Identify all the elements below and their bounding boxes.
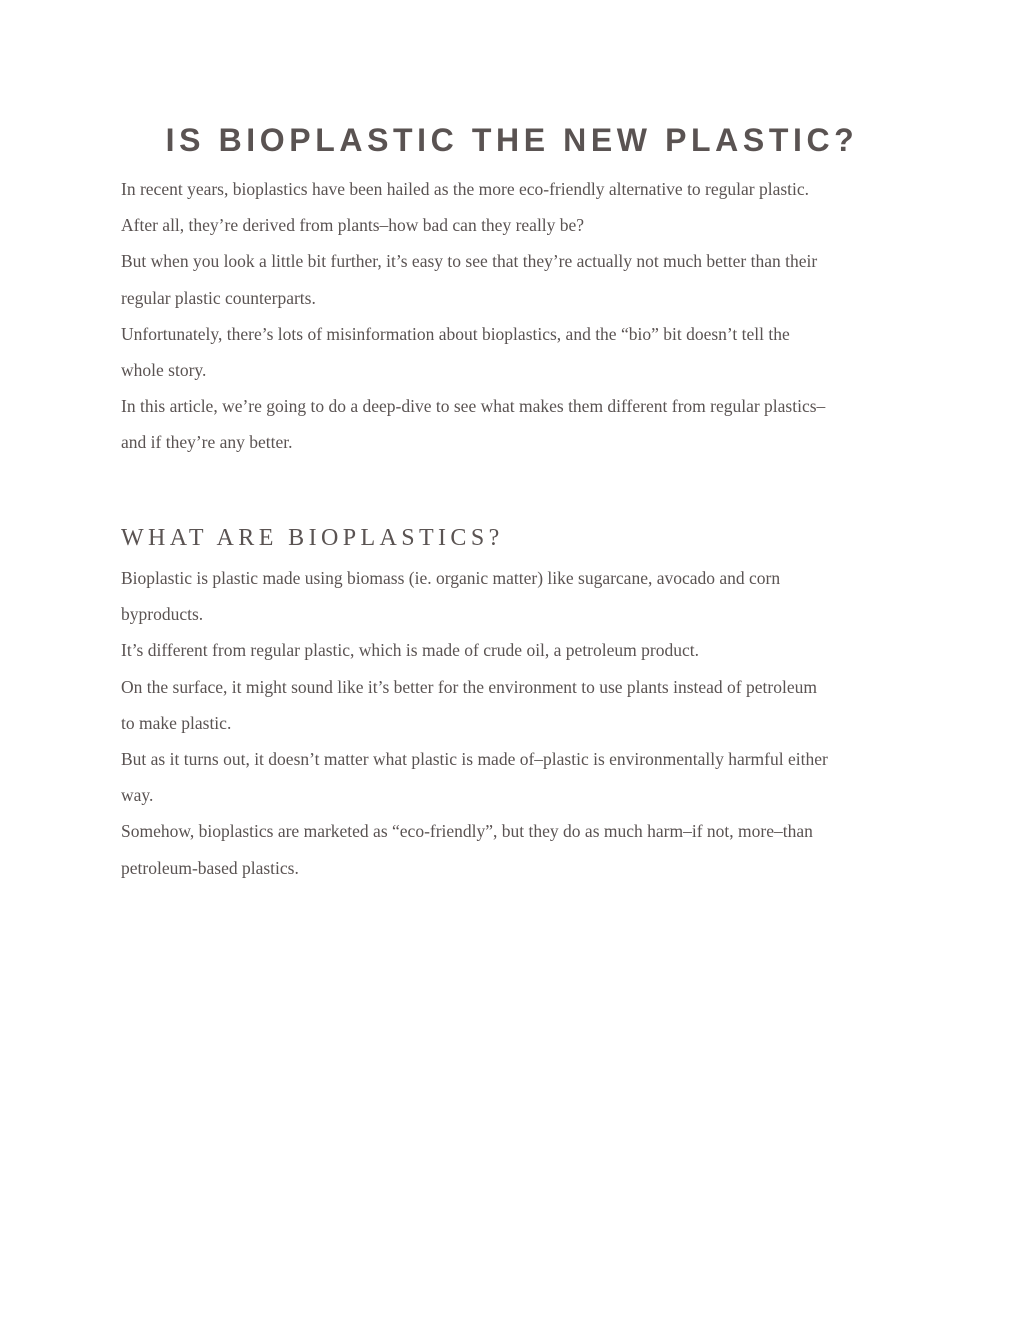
intro-line-7: In this article, we’re going to do a deep-dive to see what makes them different from regular plastics– [121,396,826,417]
section-line-2: byproducts. [121,604,204,625]
section-line-8: Somehow, bioplastics are marketed as “eco-friendly”, but they do as much harm–if not, more–than [121,821,813,842]
section-line-1: Bioplastic is plastic made using biomass (ie. organic matter) like sugarcane, avocado and corn [121,568,781,588]
intro-line-5: Unfortunately, there’s lots of misinformation about bioplastics, and the “bio” bit doesn’t tell the [121,323,790,344]
intro-section [121,171,921,461]
section-body [121,560,921,886]
page-title: IS BIOPLASTIC THE NEW PLASTIC? [165,122,859,158]
intro-line-1: In recent years, bioplastics have been hailed as the more eco-friendly alternative to regular plastic. [121,179,810,199]
section-line-7: way. [121,785,154,806]
intro-line-4: regular plastic counterparts. [121,287,316,308]
section-line-4: On the surface, it might sound like it’s better for the environment to use plants instead of petroleum [121,676,817,697]
section-line-5: to make plastic. [121,712,232,733]
intro-line-2: After all, they’re derived from plants–how bad can they really be? [121,215,585,236]
section-heading: WHAT ARE BIOPLASTICS? [121,525,504,551]
section-line-6: But as it turns out, it doesn’t matter what plastic is made of–plastic is environmentally harmful either [121,749,828,770]
section-line-3: It’s different from regular plastic, which is made of crude oil, a petroleum product. [121,640,699,661]
section-line-9: petroleum-based plastics. [121,857,299,878]
intro-line-8: and if they’re any better. [121,432,293,453]
intro-line-6: whole story. [121,360,207,381]
intro-line-3: But when you look a little bit further, it’s easy to see that they’re actually not much better than their [121,251,818,272]
